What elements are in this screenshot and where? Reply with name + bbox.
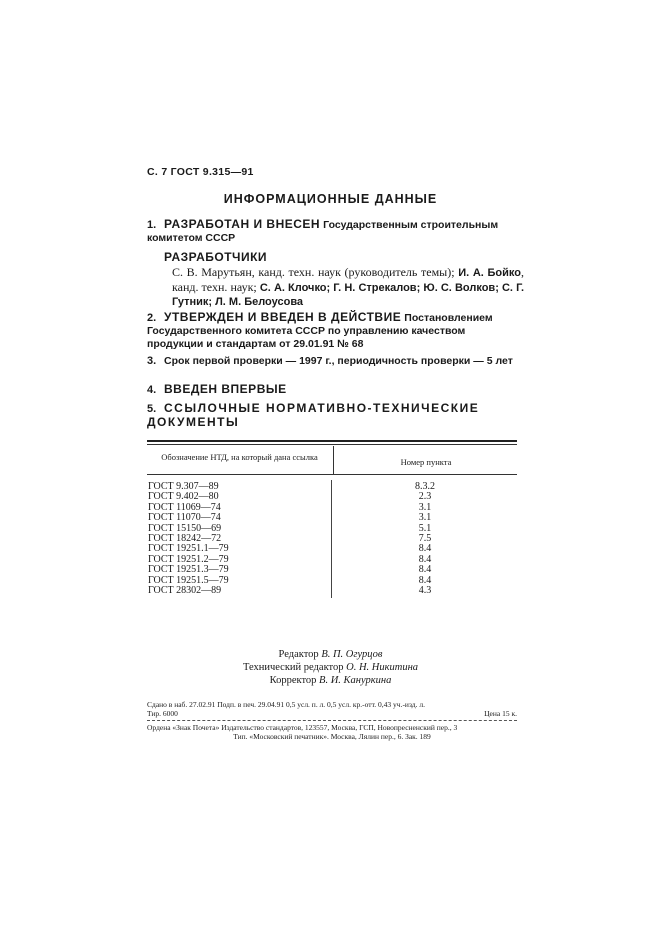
column-header-item: Номер пункта	[400, 457, 452, 467]
section-text: Срок первой проверки — 1997 г., периодичность проверки — 5 лет	[164, 355, 513, 367]
section-2	[147, 311, 522, 351]
cell-document: ГОСТ 19251.3—79	[148, 564, 229, 576]
section-heading: УТВЕРЖДЕН И ВВЕДЕН В ДЕЙСТВИЕ	[164, 310, 402, 324]
table-top-rule	[147, 440, 517, 442]
cell-item: 8.4	[418, 543, 432, 555]
print-run: Тир. 6000	[147, 709, 178, 718]
page-title: ИНФОРМАЦИОННЫЕ ДАННЫЕ	[223, 192, 438, 206]
table-row	[147, 565, 517, 575]
developers-heading: РАЗРАБОТЧИКИ	[164, 250, 268, 264]
credit-name: О. Н. Никитина	[346, 662, 419, 673]
table-row	[147, 586, 517, 596]
section-3	[147, 355, 522, 368]
credits	[0, 648, 661, 687]
section-text: Постановлением Государственного комитета СССР по управлению качеством продукции и стандартам от 29.01.91 № 68	[147, 312, 493, 350]
imprint-line	[147, 709, 517, 718]
cell-document: ГОСТ 19251.2—79	[148, 553, 229, 565]
table-row	[147, 513, 517, 523]
cell-item: 3.1	[418, 512, 432, 524]
developer-names: С. А. Клочко; Г. Н. Стрекалов; Ю. С. Волков; С. Г. Гутник; Л. М. Белоусова	[172, 281, 525, 308]
imprint-divider	[147, 720, 517, 721]
developer-role: , канд. техн. наук;	[172, 265, 524, 294]
page-reference: С. 7 ГОСТ 9.315—91	[147, 166, 254, 178]
credit-name: В. П. Огурцов	[321, 649, 383, 660]
cell-document: ГОСТ 19251.5—79	[148, 574, 229, 586]
section-number: 2.	[147, 312, 157, 324]
credit-name: В. И. Кануркина	[319, 675, 392, 686]
table-body	[147, 482, 517, 596]
credit-editor	[0, 648, 661, 661]
cell-document: ГОСТ 18242—72	[148, 532, 222, 544]
section-1	[147, 218, 522, 245]
developer-role: , канд. техн. наук (руководитель темы);	[251, 265, 455, 279]
cell-document: ГОСТ 28302—89	[148, 584, 222, 596]
cell-item: 8.4	[418, 564, 432, 576]
price: Цена 15 к.	[484, 709, 517, 718]
section-number: 4.	[147, 384, 157, 396]
section-5	[147, 402, 522, 430]
cell-item: 8.4	[418, 574, 432, 586]
cell-item: 8.4	[418, 553, 432, 565]
credit-label: Корректор	[269, 675, 317, 686]
cell-item: 7.5	[418, 532, 432, 544]
credit-corrector	[0, 674, 661, 687]
section-heading: ВВЕДЕН ВПЕРВЫЕ	[164, 382, 287, 396]
cell-document: ГОСТ 19251.1—79	[148, 543, 229, 555]
cell-item: 3.1	[418, 501, 432, 513]
imprint-bottom	[147, 723, 517, 741]
cell-item: 5.1	[418, 522, 432, 534]
imprint-top	[147, 700, 517, 718]
section-number: 5.	[147, 403, 157, 415]
cell-document: ГОСТ 9.307—89	[148, 481, 219, 492]
cell-document: ГОСТ 9.402—80	[148, 491, 219, 503]
cell-item: 8.3.2	[415, 481, 435, 492]
imprint-line: Тип. «Московский печатник». Москва, Лялин пер., 6. Зак. 189	[233, 732, 431, 741]
credit-label: Технический редактор	[242, 662, 344, 673]
cell-document: ГОСТ 11069—74	[148, 501, 221, 513]
developers-list	[172, 266, 524, 310]
table-header-divider	[333, 446, 334, 474]
developer-name: И. А. Бойко	[458, 267, 521, 279]
cell-document: ГОСТ 15150—69	[148, 522, 222, 534]
section-text: Государственным строительным комитетом СССР	[147, 219, 499, 244]
credit-label: Редактор	[278, 649, 319, 660]
section-number: 3.	[147, 355, 157, 367]
cell-document: ГОСТ 11070—74	[148, 512, 221, 524]
table-top-rule-thin	[147, 444, 517, 445]
section-4	[147, 383, 522, 397]
developer-name: С. В. Марутьян	[172, 265, 252, 279]
imprint-line: Ордена «Знак Почета» Издательство стандартов, 123557, Москва, ГСП, Новопресненский пер., 3	[147, 723, 458, 732]
table-header-rule	[147, 474, 517, 475]
section-number: 1.	[147, 219, 157, 231]
cell-item: 2.3	[418, 491, 432, 503]
credit-tech-editor	[0, 661, 661, 674]
section-heading: ССЫЛОЧНЫЕ НОРМАТИВНО-ТЕХНИЧЕСКИЕ ДОКУМЕНТЫ	[147, 401, 480, 429]
cell-item: 4.3	[418, 584, 432, 596]
column-header-document: Обозначение НТД, на который дана ссылка	[161, 452, 318, 462]
imprint-line: Сдано в наб. 27.02.91 Подп. в печ. 29.04.91 0,5 усл. п. л. 0,5 усл. кр.-отт. 0,43 уч.-изд. л.	[147, 700, 425, 709]
section-heading: РАЗРАБОТАН И ВНЕСЕН	[164, 217, 321, 231]
